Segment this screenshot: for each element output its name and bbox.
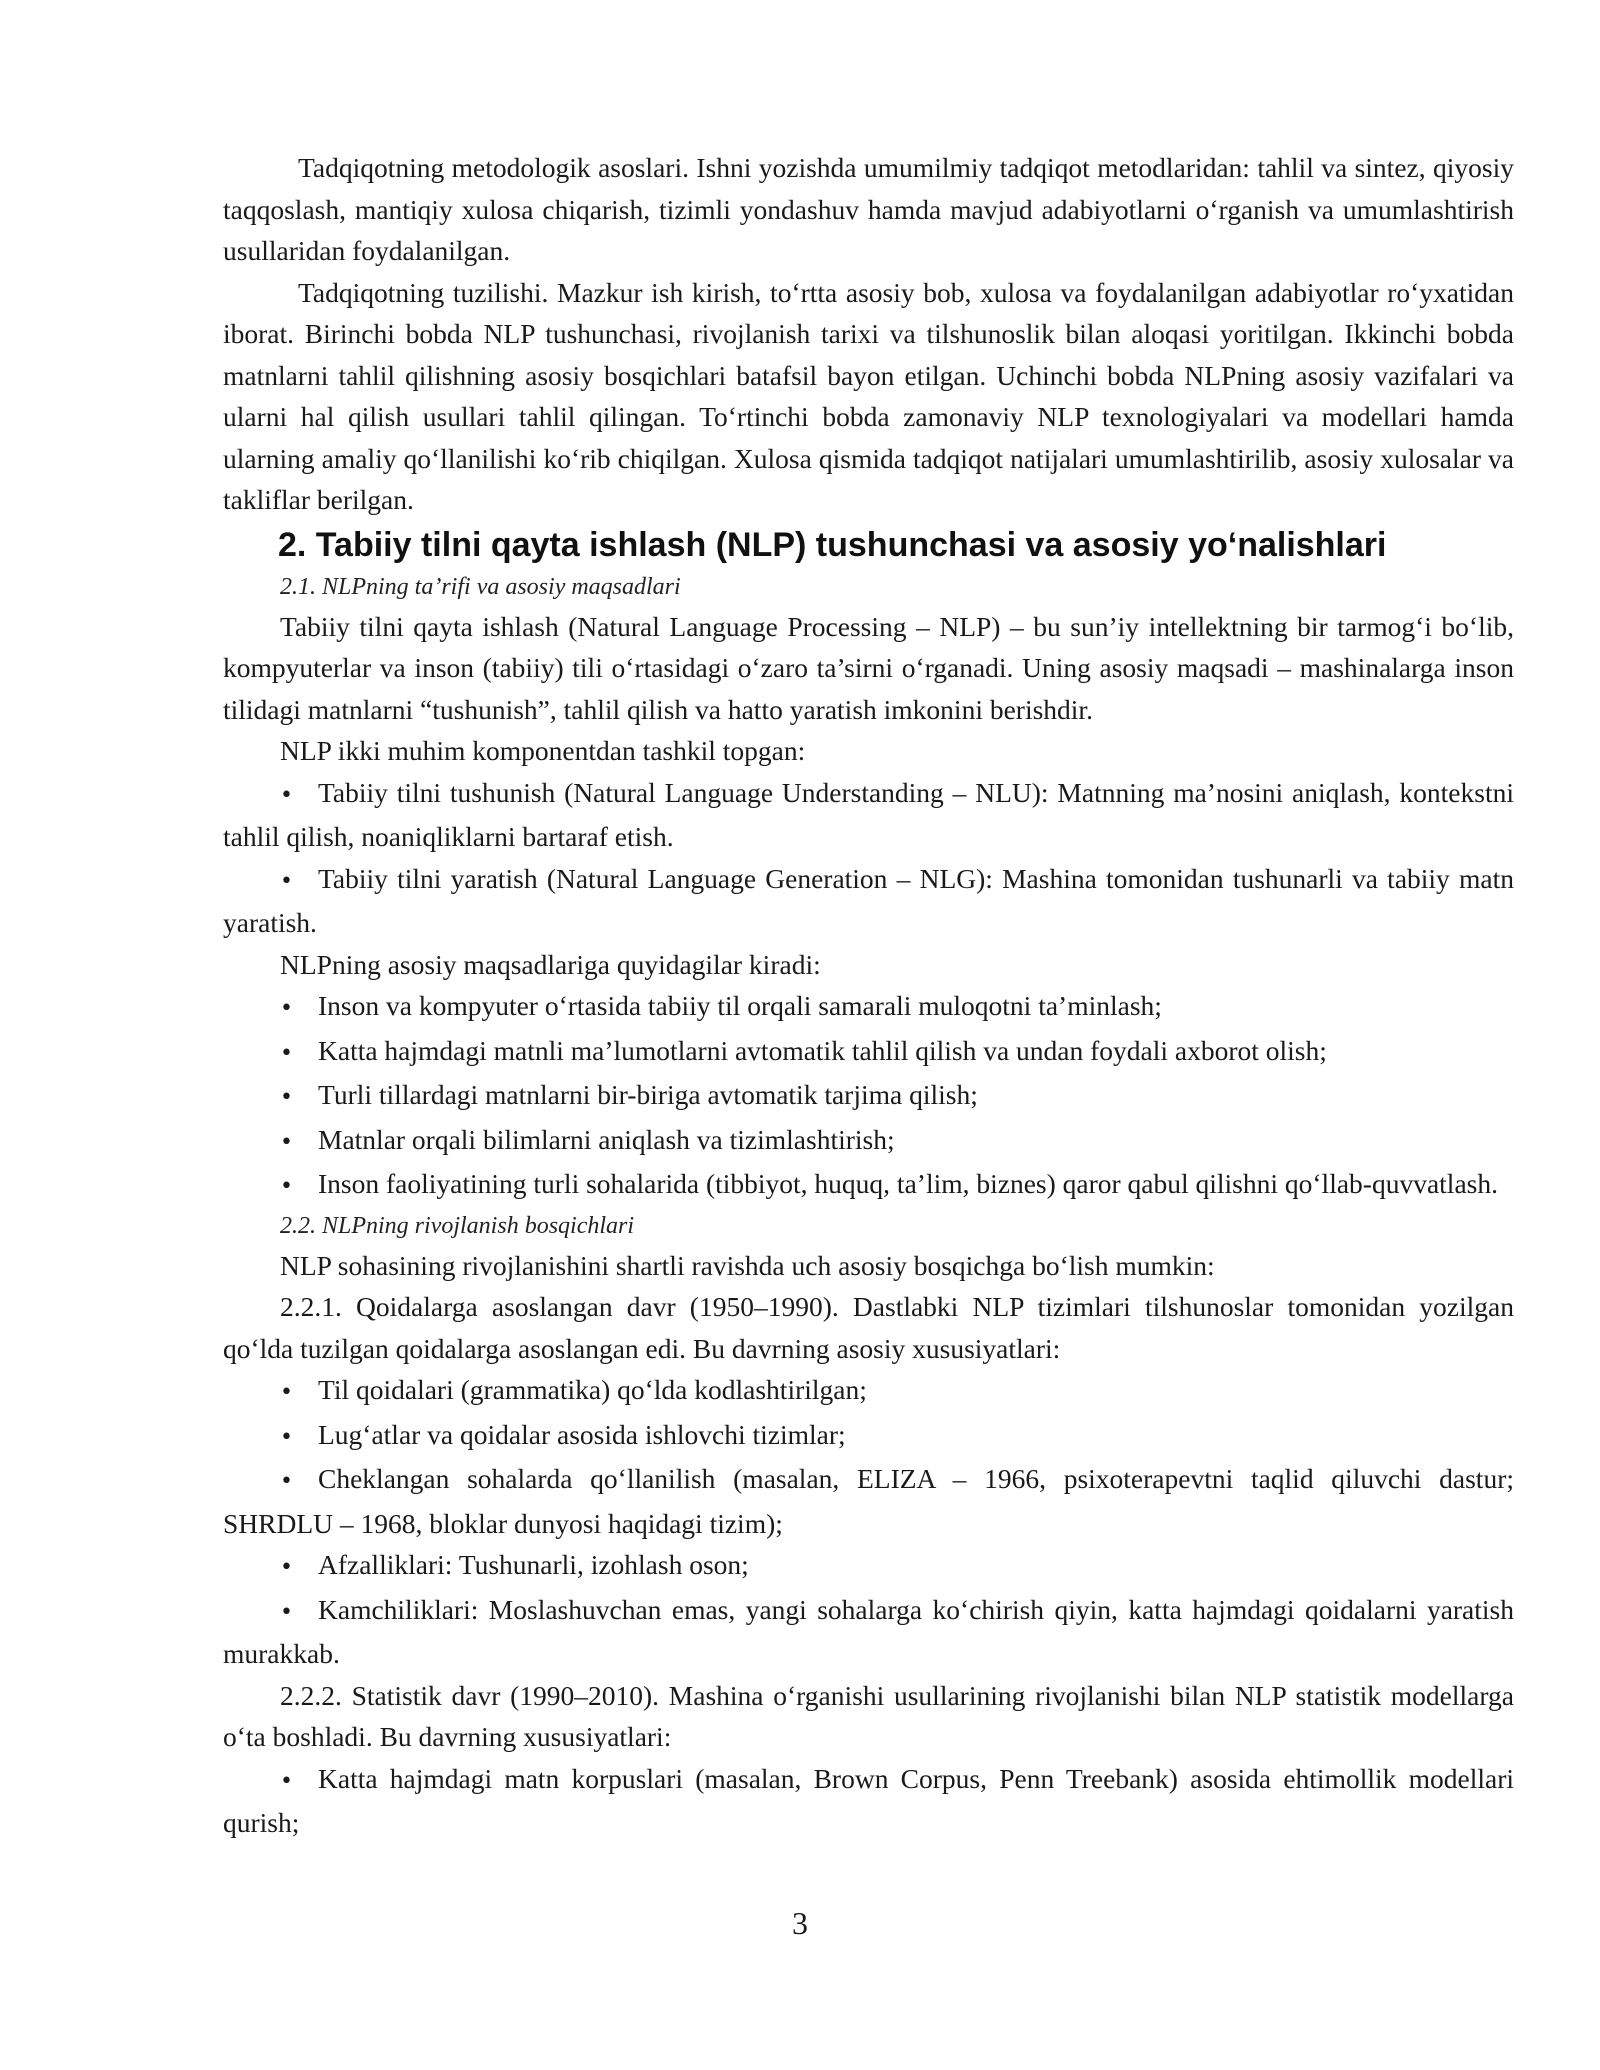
bullet-icon: [280, 1458, 318, 1503]
bullet-icon: [280, 1074, 318, 1119]
list-item: [223, 1544, 1514, 1589]
list-item-text: Turli tillardagi matnlarni bir-biriga avtomatik tarjima qilish;: [318, 1079, 978, 1110]
bullet-icon: [280, 1544, 318, 1589]
bullet-icon: [280, 1369, 318, 1414]
list-item-text: Matnlar orqali bilimlarni aniqlash va tizimlashtirish;: [318, 1123, 895, 1155]
list-item: [223, 1414, 1514, 1459]
list-item-text: Afzalliklari: Tushunarli, izohlash oson;: [318, 1549, 749, 1580]
subsection-heading-2-1: 2.1. NLPning ta’rifi va asosiy maqsadlari: [280, 573, 681, 600]
list-item: [223, 1074, 1514, 1119]
bullet-icon: [280, 772, 318, 817]
list-item-text: Til qoidalari (grammatika) qo‘lda kodlashtirilgan;: [318, 1374, 867, 1405]
structure-paragraph: Tadqiqotning tuzilishi. Mazkur ish kirish, to‘rtta asosiy bob, xulosa va foydalanilgan adabiyotlar ro‘yxatidan iborat. Birinchi bobda NLP tushunchasi, rivojlanish tarixi va tilshunoslik bilan aloqasi yoritilgan. Ikkinchi bobda matnlarni tahlil qilishning asosiy bosqichlari batafsil bayon etilgan. Uchinchi bobda NLPning asosiy vazifalari va ularni hal qilish usullari tahlil qilingan. To‘rtinchi bobda zamonaviy NLP texnologiyalari va modellari hamda ularning amaliy qo‘llanilishi ko‘rib chiqilgan. Xulosa qismida tadqiqot natijalari umumlashtirilib, asosiy xulosalar va takliflar berilgan.: [223, 276, 1514, 515]
components-intro: NLP ikki muhim komponentdan tashkil topgan:: [280, 735, 806, 766]
stage-2-paragraph: 2.2.2. Statistik davr (1990–2010). Mashina o‘rganishi usullarining rivojlanishi bilan NLP statistik modellarga o‘ta boshladi. Bu davrning xususiyatlari:: [223, 1679, 1514, 1752]
list-item: [223, 1119, 1514, 1164]
list-item-text: Inson va kompyuter o‘rtasida tabiiy til orqali samarali muloqotni ta’minlash;: [318, 990, 1162, 1021]
bullet-icon: [280, 858, 318, 903]
list-item: [223, 1369, 1514, 1414]
list-item-text: Inson faoliyatining turli sohalarida (tibbiyot, huquq, ta’lim, biznes) qaror qabul qilishni qo‘llab-quvvatlash.: [318, 1168, 1498, 1199]
list-item: [223, 1030, 1514, 1075]
page-number: 3: [792, 1905, 808, 1941]
list-item: [223, 858, 1514, 944]
goals-intro: NLPning asosiy maqsadlariga quyidagilar kiradi:: [280, 948, 821, 980]
list-item-text: Lug‘atlar va qoidalar asosida ishlovchi tizimlar;: [318, 1418, 846, 1450]
list-item: [223, 985, 1514, 1030]
bullet-icon: [280, 1163, 318, 1208]
definition-paragraph: Tabiiy tilni qayta ishlash (Natural Language Processing – NLP) – bu sun’iy intellektning bir tarmog‘i bo‘lib, kompyuterlar va inson (tabiiy) tili o‘rtasidagi o‘zaro ta’sirni o‘rganadi. Uning asosiy maqsadi – mashinalarga inson tilidagi matnlarni “tushunish”, tahlil qilish va hatto yaratish imkonini berishdir.: [223, 610, 1514, 725]
bullet-icon: [280, 1119, 318, 1164]
bullet-icon: [280, 1030, 318, 1075]
subsection-heading-2-2: 2.2. NLPning rivojlanish bosqichlari: [280, 1212, 635, 1239]
list-item-text: Katta hajmdagi matnli ma’lumotlarni avtomatik tahlil qilish va undan foydali axborot olish;: [318, 1034, 1327, 1066]
list-item: [223, 772, 1514, 858]
list-item: [223, 1758, 1514, 1844]
list-item-text: Tabiiy tilni tushunish (Natural Language Understanding – NLU): Matnning ma’nosini aniqlash, kontekstni tahlil qilish, noaniqliklarni bartaraf etish.: [223, 776, 1514, 852]
list-item-text: Katta hajmdagi matn korpuslari (masalan, Brown Corpus, Penn Treebank) asosida ehtimollik modellari qurish;: [223, 1762, 1514, 1838]
list-item-text: Tabiiy tilni yaratish (Natural Language Generation – NLG): Mashina tomonidan tushunarli va tabiiy matn yaratish.: [223, 862, 1514, 938]
bullet-icon: [280, 1414, 318, 1459]
bullet-icon: [280, 1589, 318, 1634]
bullet-icon: [280, 985, 318, 1030]
bullet-icon: [280, 1758, 318, 1803]
stages-intro: NLP sohasining rivojlanishini shartli ravishda uch asosiy bosqichga bo‘lish mumkin:: [280, 1249, 1215, 1281]
stage-1-paragraph: 2.2.1. Qoidalarga asoslangan davr (1950–1990). Dastlabki NLP tizimlari tilshunoslar tomonidan yozilgan qo‘lda tuzilgan qoidalarga asoslangan edi. Bu davrning asosiy xususiyatlari:: [223, 1291, 1514, 1364]
list-item: [223, 1458, 1514, 1544]
list-item: [223, 1589, 1514, 1675]
list-item-text: Cheklangan sohalarda qo‘llanilish (masalan, ELIZA – 1966, psixoterapevtni taqlid qiluvchi dastur; SHRDLU – 1968, bloklar dunyosi haqidagi tizim);: [223, 1463, 1514, 1539]
section-heading: 2. Tabiiy tilni qayta ishlash (NLP) tushunchasi va asosiy yo‘nalishlari: [278, 525, 1387, 564]
list-item: [223, 1163, 1514, 1208]
methodology-paragraph: Tadqiqotning metodologik asoslari. Ishni yozishda umumilmiy tadqiqot metodlaridan: tahlil va sintez, qiyosiy taqqoslash, mantiqiy xulosa chiqarish, tizimli yondashuv hamda mavjud adabiyotlarni o‘rganish va umumlashtirish usullaridan foydalanilgan.: [223, 152, 1514, 266]
list-item-text: Kamchiliklari: Moslashuvchan emas, yangi sohalarga ko‘chirish qiyin, katta hajmdagi qoidalarni yaratish murakkab.: [223, 1593, 1514, 1669]
